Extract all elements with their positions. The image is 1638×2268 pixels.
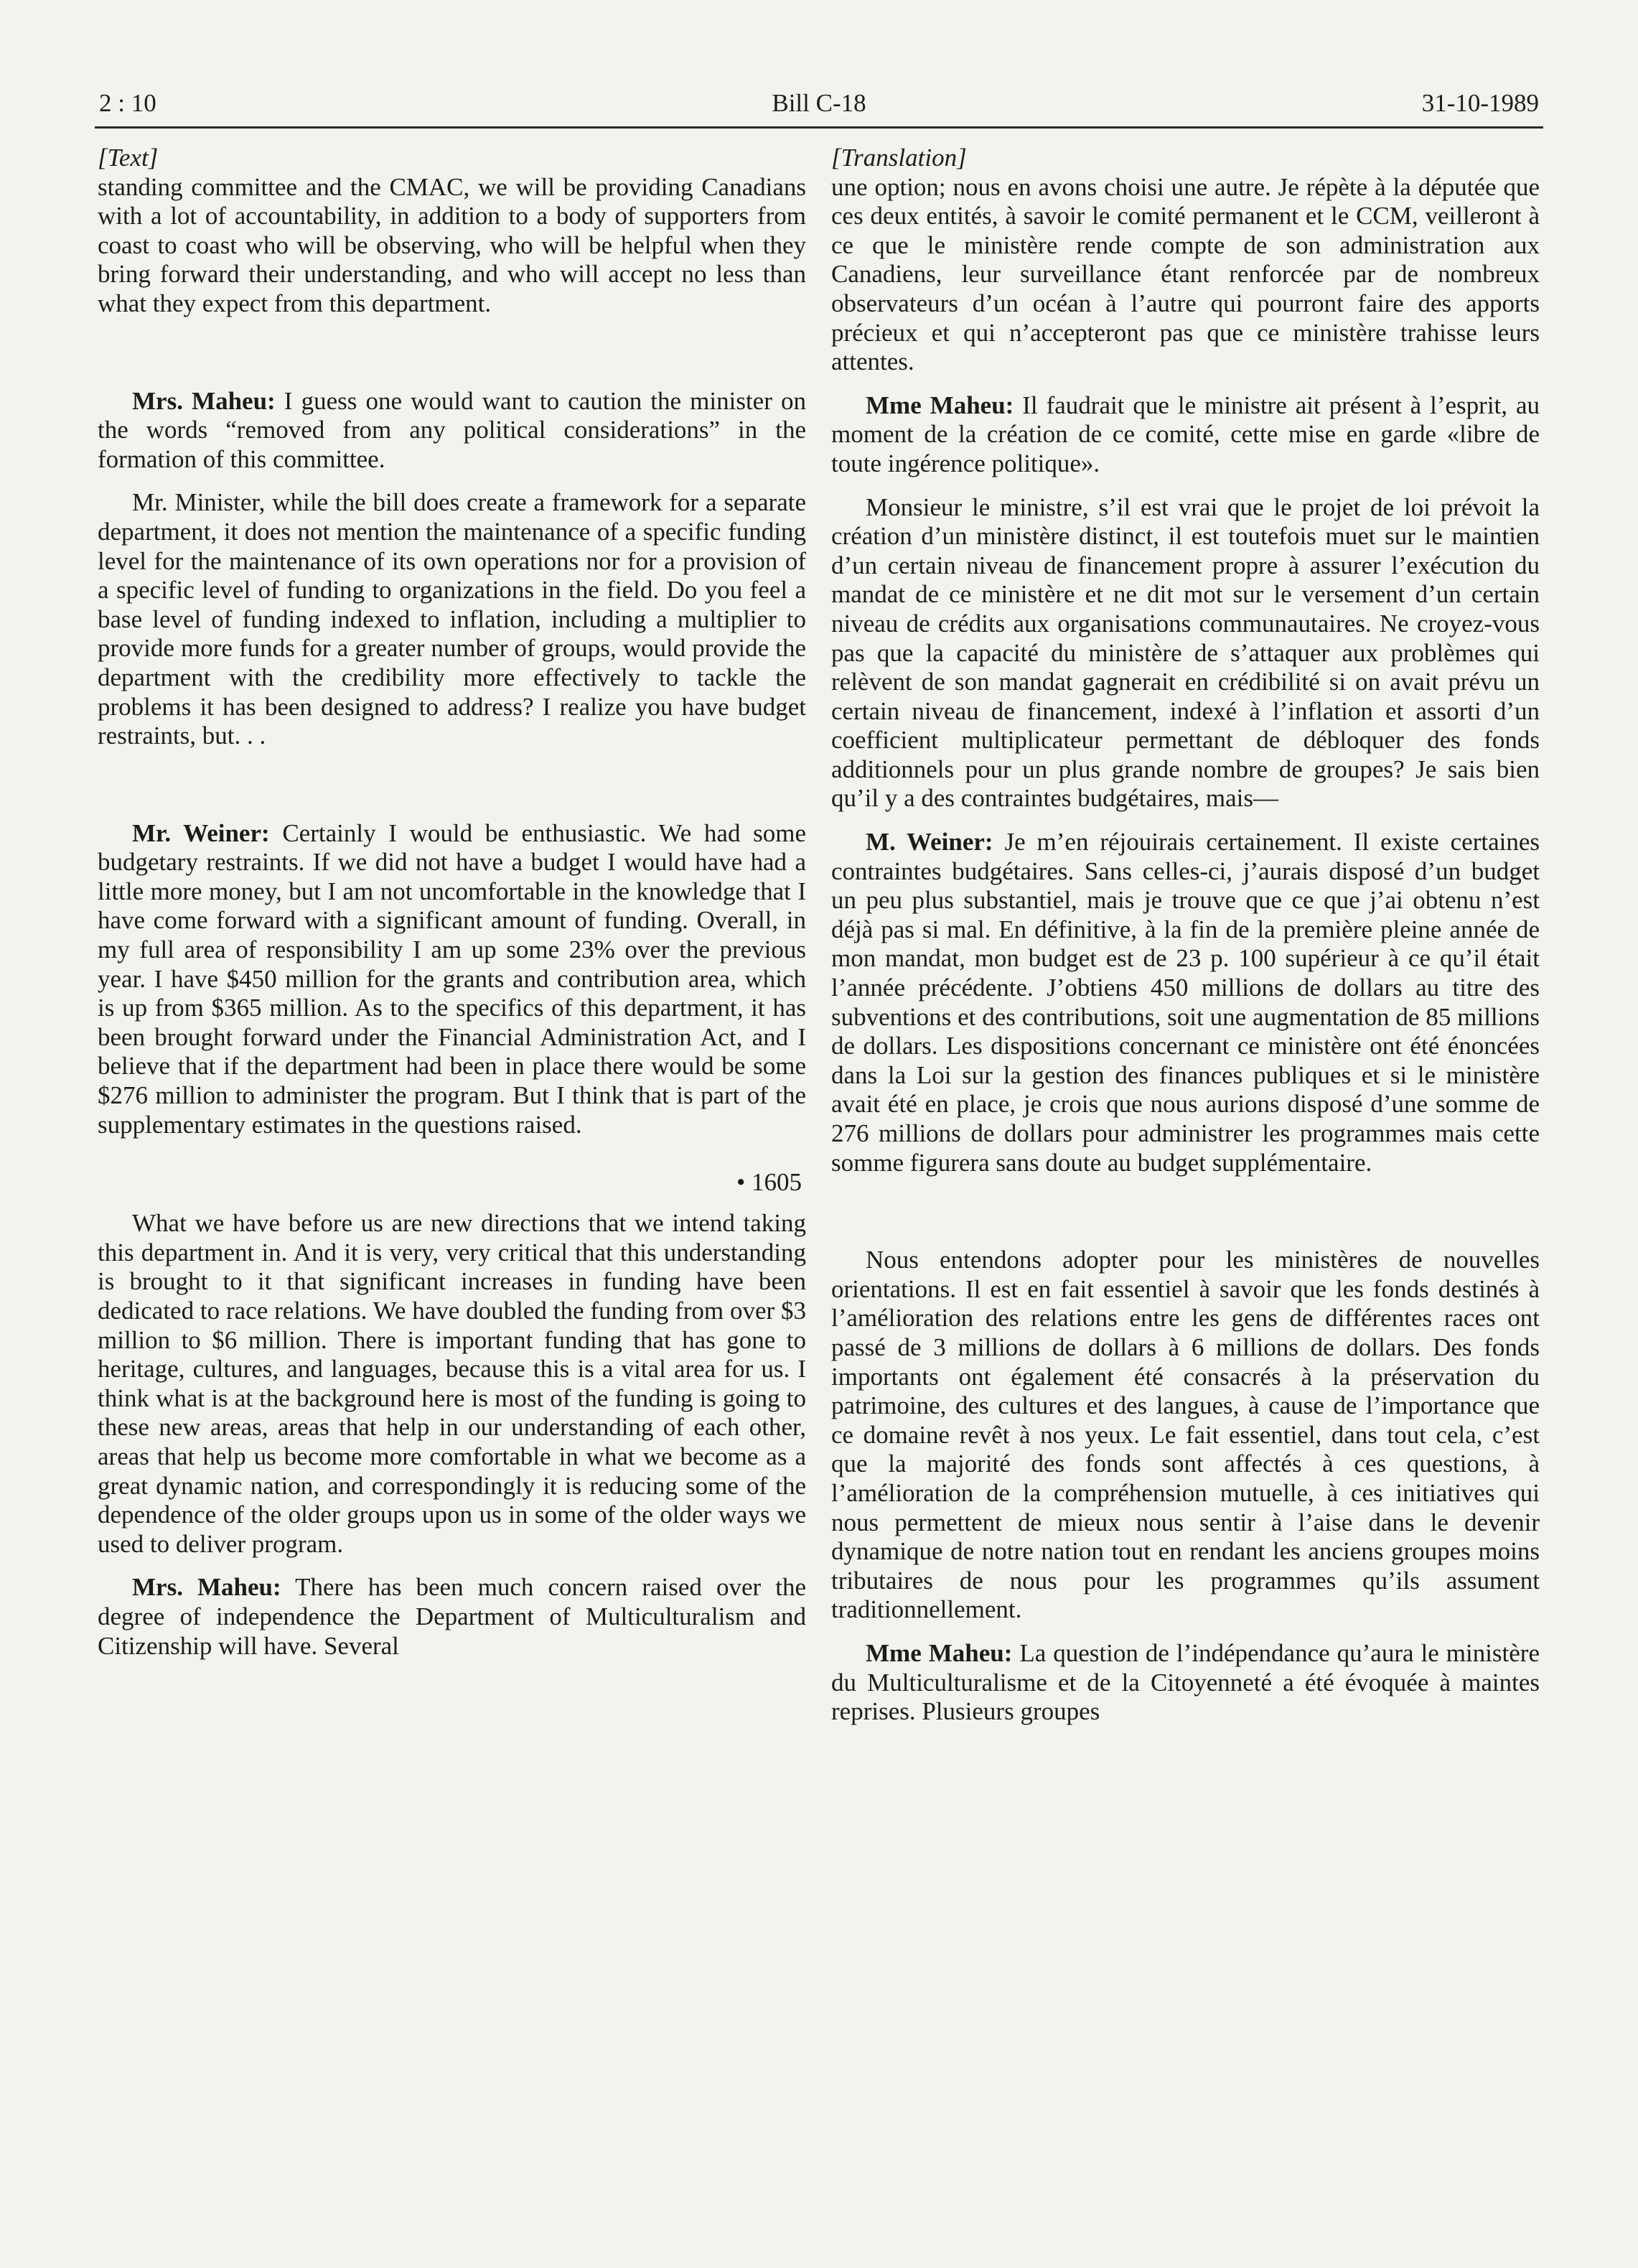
column-label-text: [Text] (98, 144, 159, 172)
speaker-name: Mrs. Maheu: (132, 1573, 281, 1602)
speech-text: I guess one would want to caution the minister on the words “removed from any political considerations” in the formation of this committee. (98, 386, 806, 473)
paragraph: Mr. Minister, while the bill does create a framework for a separate department, it does not mention the maintenance of a specific funding level for the maintenance of its own operations nor for a provision of a specific level of funding to organizations in the field. Do you feel a base level of funding indexed to inflation, including a multiplier to provide more funds for a greater number of groups, would provide the department with the credibility more effectively to tackle the problems it has been designed to address? I realize you have budget restraints, but. . . (98, 488, 806, 750)
speech-text: Il faudrait que le ministre ait présent à l’esprit, au moment de la création de ce comité, cette mise en garde «libre de toute ingérence politique». (831, 391, 1540, 477)
column-label-translation: [Translation] (831, 144, 967, 172)
speech-text: There has been much concern raised over the degree of independence the Department of Multiculturalism and Citizenship will have. Several (98, 1573, 806, 1660)
paragraph (98, 387, 806, 475)
paragraph (831, 828, 1540, 1177)
speaker-name: Mme Maheu: (866, 1638, 1013, 1667)
speaker-name: Mr. Weiner: (132, 818, 270, 847)
french-column (831, 144, 1540, 1727)
spacer (831, 1625, 1540, 1639)
spacer (831, 479, 1540, 493)
speaker-name: Mme Maheu: (866, 391, 1014, 419)
document-date: 31-10-1989 (1421, 89, 1539, 117)
document-title: Bill C-18 (772, 89, 866, 117)
speaker-name: Mrs. Maheu: (132, 386, 276, 415)
speaker-name: M. Weiner: (866, 828, 993, 857)
page-number: 2 : 10 (99, 89, 156, 117)
spacer (831, 377, 1540, 391)
spacer (98, 751, 806, 819)
paragraph (831, 1639, 1540, 1727)
paragraph: une option; nous en avons choisi une autre. Je répète à la députée que ces deux entités, à savoir le comité permanent et le CCM, veilleront à ce que le ministère rende compte de son administration aux Canadiens, leur surveillance étant renforcée par de nombreux observateurs d’un océan à l’autre qui pourront faire des apports précieux et qui n’accepteront pas que ce ministère trahisse leurs attentes. (831, 172, 1540, 376)
speech-text: Je m’en réjouirais certainement. Il existe certaines contraintes budgétaires. Sans celles-ci, j’aurais disposé d’un budget un peu plus substantiel, mais je trouve que ce que j’ai obtenu n’est déjà pas si mal. En définitive, à la fin de la première pleine année de mon mandat, mon budget est de 23 p. 100 supérieur à ce qu’il était l’année précédente. J’obtiens 450 millions de dollars au titre des subventions et des contributions, soit une augmentation de 85 millions de dollars. Les dispositions concernant ce ministère ont été énoncées dans la Loi sur la gestion des finances publiques et si le ministère avait été en place, je crois que nous aurions disposé d’une somme de 276 millions de dollars pour administrer les programmes mais cette somme figurera sans doute au budget supplémentaire. (831, 828, 1540, 1177)
paragraph (98, 819, 806, 1140)
timestamp: • 1605 (736, 1168, 802, 1197)
spacer (831, 1177, 1540, 1246)
paragraph: What we have before us are new directions that we intend taking this department in. And it is very, very critical that this understanding is brought to it that significant increases in funding have been dedicated to race relations. We have doubled the funding from over $3 million to $6 million. There is important funding that has gone to heritage, cultures, and languages, because this is a vital area for us. I think what is at the background here is most of the funding is going to these new areas, areas that help in our understanding of each other, areas that help us become more comfortable in what we become as a great dynamic nation, and correspondingly it is reducing some of the dependence of the older groups upon us in some of the older ways we used to deliver program. (98, 1209, 806, 1558)
paragraph (831, 391, 1540, 479)
page-header (95, 85, 1543, 125)
spacer (831, 813, 1540, 828)
paragraph (98, 1573, 806, 1661)
spacer (98, 319, 806, 387)
spacer (98, 1559, 806, 1573)
speech-text: Certainly I would be enthusiastic. We had some budgetary restraints. If we did not have a budget I would have had a little more money, but I am not uncomfortable in the knowledge that I have come forward with a significant amount of funding. Overall, in my full area of responsibility I am up some 23% over the previous year. I have $450 million for the grants and contribution area, which is up from $365 million. As to the specifics of this department, it has been brought forward under the Financial Administration Act, and I believe that if the department had been in place there would be some $276 million to administer the program. But I think that is part of the supplementary estimates in the questions raised. (98, 818, 806, 1139)
english-column (98, 144, 806, 1661)
paragraph: standing committee and the CMAC, we will be providing Canadians with a lot of accountability, in addition to a body of supporters from coast to coast who will be observing, who will be helpful when they bring forward their understanding, and who will accept no less than what they expect from this department. (98, 172, 806, 317)
spacer (98, 474, 806, 488)
spacer (98, 1139, 806, 1168)
speech-text: La question de l’indépendance qu’aura le ministère du Multiculturalisme et de la Citoyenneté a été évoquée à maintes reprises. Plusieurs groupes (831, 1638, 1540, 1726)
header-rule (95, 126, 1543, 129)
paragraph: Nous entendons adopter pour les ministères de nouvelles orientations. Il est en fait essentiel à savoir que les fonds destinés à l’amélioration des relations entre les gens de différentes races ont passé de 3 millions de dollars à 6 millions de dollars. Des fonds importants ont également été consacrés à la préservation du patrimoine, des cultures et des langues, à cause de l’importance que ce domaine revêt à nos yeux. Le fait essentiel, dans tout cela, c’est que la majorité des fonds sont affectés à ces questions, à l’amélioration de la compréhension mutuelle, à ces initiatives qui nous permettent de mieux nous sentir à l’aise dans le devenir dynamique de notre nation tout en rendant les anciens groupes moins tributaires de nous pour les programmes qu’ils assument traditionnellement. (831, 1246, 1540, 1624)
paragraph: Monsieur le ministre, s’il est vrai que le projet de loi prévoit la création d’un ministère distinct, il est toutefois muet sur le maintien d’un certain niveau de financement propre à assurer l’exécution du mandat de ce ministère et ne dit mot sur le versement d’un certain niveau de crédits aux organisations communautaires. Ne croyez-vous pas que la capacité du ministère de s’attaquer aux problèmes qui relèvent de son mandat gagnerait en crédibilité si on avait prévu un certain niveau de financement, indexé à l’inflation et assorti d’un coefficient multiplicateur permettant de débloquer des fonds additionnels pour un plus grande nombre de groupes? Je sais bien qu’il y a des contraintes budgétaires, mais— (831, 493, 1540, 813)
